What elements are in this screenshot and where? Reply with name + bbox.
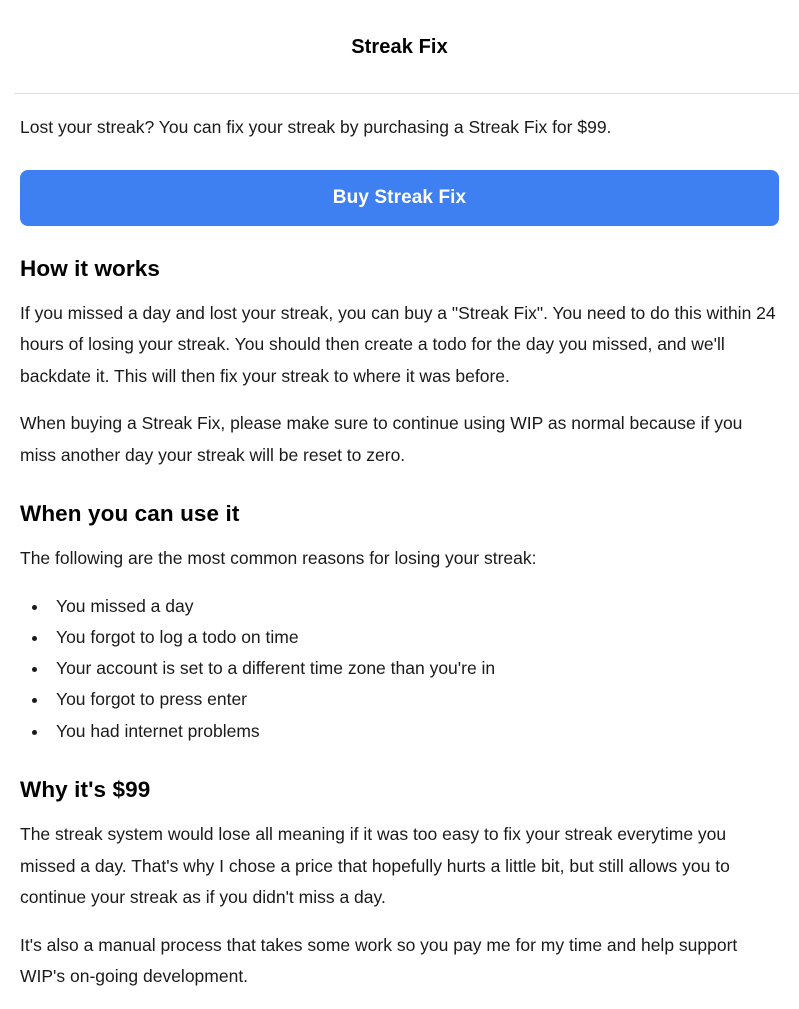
- list-item: • You forgot to press enter: [49, 684, 779, 715]
- list-item: • You had internet problems: [49, 716, 779, 747]
- section-heading-how-it-works: How it works: [20, 255, 160, 281]
- page-title: Streak Fix: [351, 36, 448, 58]
- how-it-works-paragraph-1: If you missed a day and lost your streak, you can buy a "Streak Fix". You need to do this within 24 hours of losing your streak. You should then create a todo for the day you missed, and we'll backdate it. This will then fix your streak to where it was before.: [20, 302, 776, 386]
- why-its-99-paragraph-2: It's also a manual process that takes some work so you pay me for my time and help support WIP's on-going development.: [20, 934, 738, 987]
- main-content: [0, 112, 799, 993]
- intro-text: Lost your streak? You can fix your streak by purchasing a Streak Fix for $99.: [20, 117, 612, 137]
- list-item: • Your account is set to a different time zone than you're in: [49, 653, 779, 684]
- header-divider: [14, 93, 799, 94]
- how-it-works-paragraph-2: When buying a Streak Fix, please make sure to continue using WIP as normal because if you miss another day your streak will be reset to zero.: [20, 413, 743, 465]
- page-header: [0, 0, 799, 59]
- list-item: • You forgot to log a todo on time: [49, 622, 779, 653]
- section-heading-why-its-99: Why it's $99: [20, 777, 151, 803]
- buy-streak-fix-button[interactable]: Buy Streak Fix: [20, 170, 779, 226]
- list-item: • You missed a day: [49, 591, 779, 622]
- when-you-can-use-it-paragraph: The following are the most common reasons for losing your streak:: [20, 548, 537, 568]
- why-its-99-paragraph-1: The streak system would lose all meaning if it was too easy to fix your streak everytime you missed a day. That's why I chose a price that hopefully hurts a little bit, but still allows you to continue your streak as if you didn't miss a day.: [20, 824, 730, 908]
- reason-list: [20, 591, 779, 748]
- section-heading-when-you-can-use-it: When you can use it: [20, 501, 240, 526]
